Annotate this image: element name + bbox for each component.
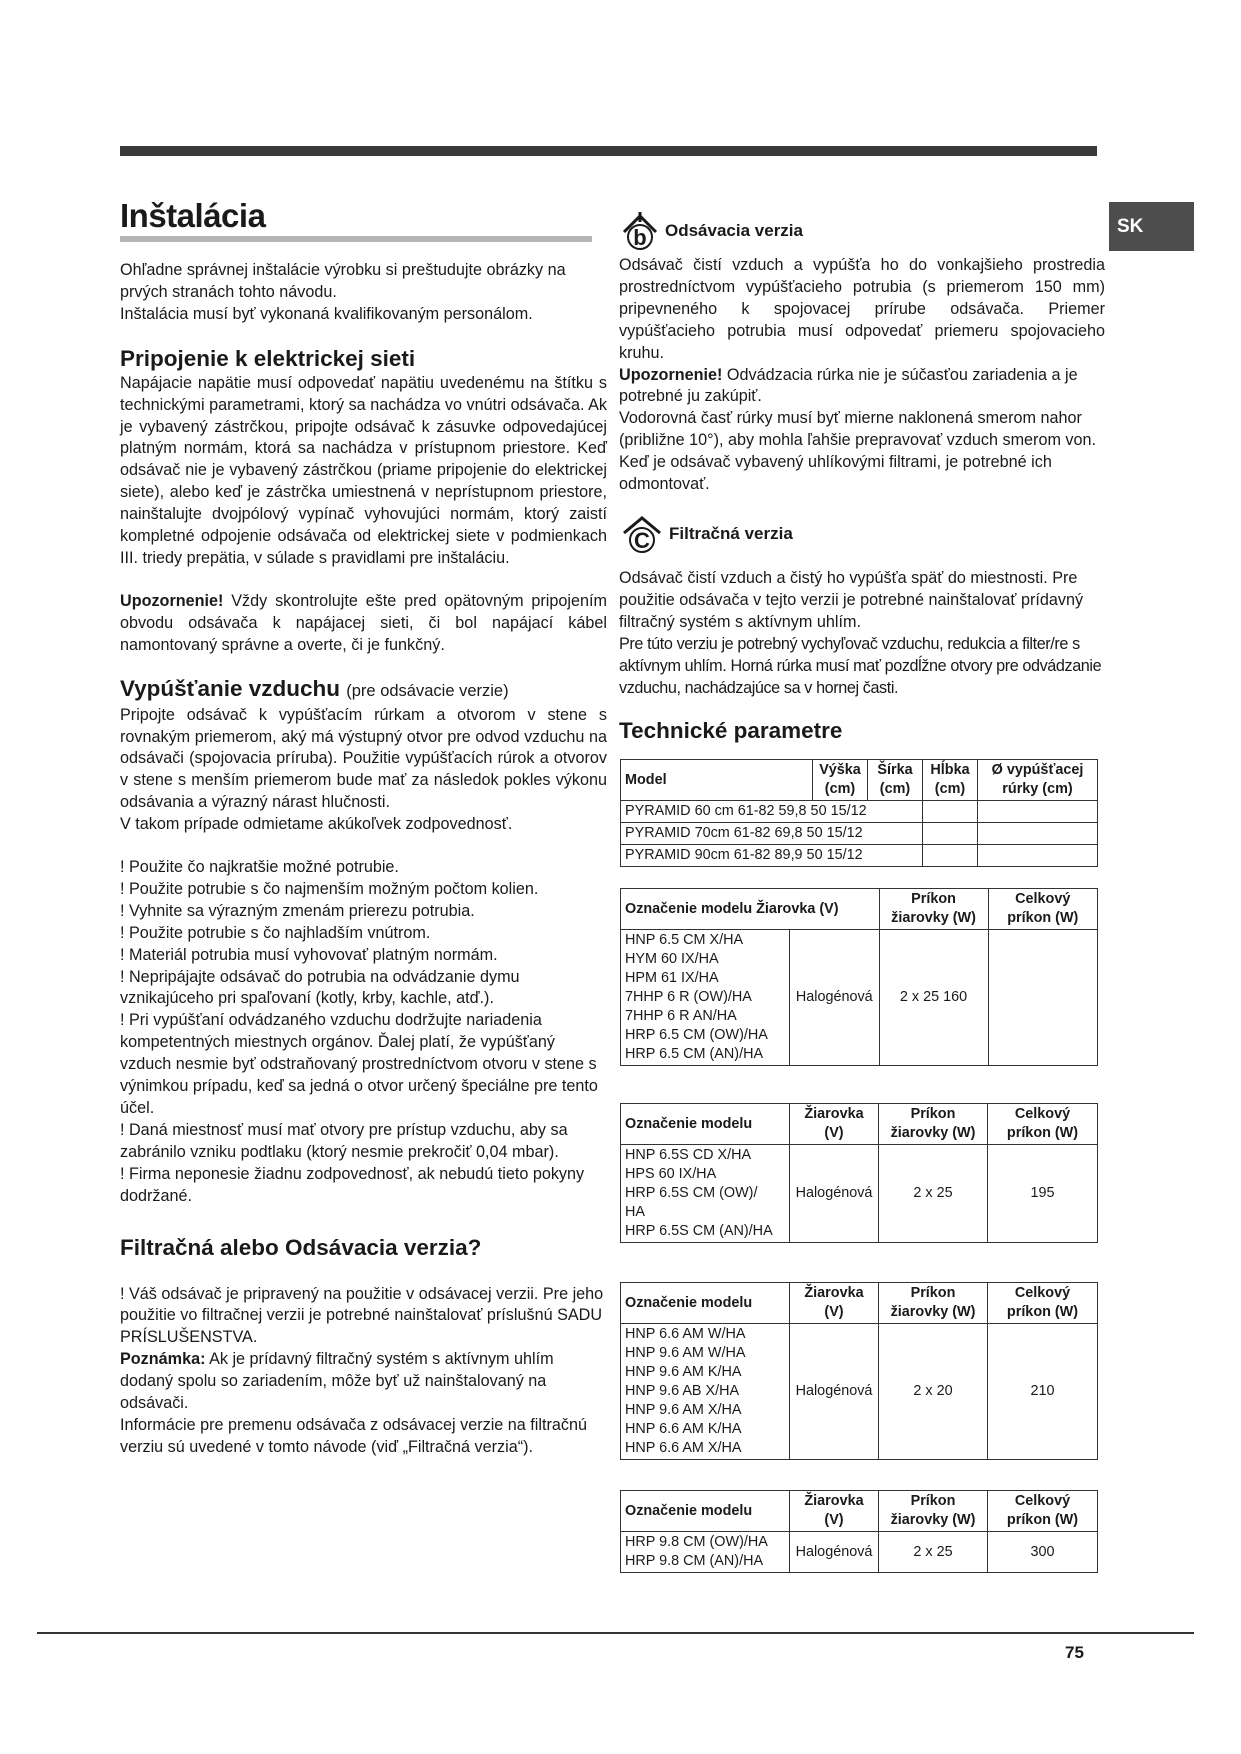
exhaust-version-body-2: Vodorovná časť rúrky musí byť mierne naklonená smerom nahor (približne 10°), aby mohla ľahšie prepravovať vzduch smerom von. Keď je odsávač vybavený uhlíkovými filtrami, je potrebné ich odmontovať. [619, 409, 1097, 494]
model-name: HRP 9.8 CM (OW)/HA [625, 1534, 768, 1550]
lamp4-header-model: Označenie modelu [621, 1491, 790, 1532]
electric-warning-label: Upozornenie! [120, 591, 224, 610]
model-name: HRP 6.5S CM (AN)/HA [625, 1223, 773, 1239]
model-name: HRP 6.5 CM (OW)/HA [625, 1027, 768, 1043]
lamp3-power: 2 x 20 [879, 1324, 988, 1460]
lamp1-total [988, 930, 1097, 1066]
exhaust-version-warning-label: Upozornenie! [619, 365, 723, 384]
lamp1-bulb: Halogénová [790, 930, 880, 1066]
lamp-table-4 [620, 1490, 1098, 1573]
version-heading: Filtračná alebo Odsávacia verzia? [120, 1234, 482, 1260]
lamp-table-1 [620, 888, 1098, 1066]
model-name: 7HHP 6 R AN/HA [625, 1008, 737, 1024]
model-name: HNP 9.6 AM X/HA [625, 1402, 742, 1418]
tech-header-duct: Ø vypúšťacej rúrky (cm) [978, 760, 1098, 801]
intro-paragraph-2: Inštalácia musí byť vykonaná kvalifikovaným personálom. [120, 304, 533, 323]
exhaust-heading-main: Vypúšťanie vzduchu [120, 675, 340, 701]
lamp2-total: 195 [988, 1145, 1098, 1243]
filter-version-header [619, 513, 1105, 555]
lamp3-header-bulb: Žiarovka (V) [790, 1283, 879, 1324]
lamp4-power: 2 x 25 [879, 1532, 988, 1573]
lamp-table-2 [620, 1103, 1098, 1243]
lamp3-header-model: Označenie modelu [621, 1283, 790, 1324]
version-note [120, 1349, 607, 1415]
electric-heading: Pripojenie k elektrickej sieti [120, 345, 416, 371]
exhaust-version-title: Odsávacia verzia [665, 221, 803, 241]
model-name: HNP 9.6 AB X/HA [625, 1383, 740, 1399]
model-name: HNP 6.6 AM K/HA [625, 1421, 742, 1437]
lamp1-power: 2 x 25 160 [879, 930, 988, 1066]
model-name: HNP 6.5 CM X/HA [625, 932, 744, 948]
tech-header-depth: Hĺbka (cm) [923, 760, 978, 801]
model-name: HA [625, 1204, 645, 1220]
model-name: HRP 6.5S CM (OW)/ [625, 1185, 758, 1201]
exhaust-version-icon [619, 210, 661, 252]
exhaust-bullet-list [120, 857, 607, 1208]
lamp2-header-power: Príkon žiarovky (W) [879, 1104, 988, 1145]
left-column [120, 198, 607, 1459]
model-name: 7HHP 6 R (OW)/HA [625, 989, 752, 1005]
title-underline [120, 236, 592, 242]
model-name: HPS 60 IX/HA [625, 1166, 717, 1182]
model-name: HYM 60 IX/HA [625, 951, 719, 967]
model-name: HNP 6.6 AM W/HA [625, 1326, 746, 1342]
table-row [621, 1324, 1098, 1460]
exhaust-version-warning-text: Odvádzacia rúrka nie je súčasťou zariadenia a je potrebné ju zakúpiť. [619, 365, 1078, 406]
table-row [621, 823, 1098, 845]
lamp3-bulb: Halogénová [790, 1324, 879, 1460]
lamp4-bulb: Halogénová [790, 1532, 879, 1573]
version-paragraph-1: ! Váš odsávač je pripravený na použitie v odsávacej verzii. Pre jeho použitie vo filtračnej verzii je potrebné nainštalovať príslušnú SADU PRÍSLUŠENSTVA. [120, 1284, 604, 1347]
exhaust-version-warning [619, 365, 1105, 409]
list-item: ! Pri vypúšťaní odvádzaného vzduchu dodržujte nariadenia kompetentných miestnych orgánov. Ďalej platí, že vypúšťaný vzduch nesmie byť odstraňovaný prostredníctvom otvoru v stene s výnimkou prípadu, keď sa jedná o otvor určený špeciálne pre tento účel. [120, 1011, 598, 1117]
page-title: Inštalácia [120, 197, 266, 234]
lamp2-header-bulb: Žiarovka (V) [790, 1104, 879, 1145]
lamp3-header-power: Príkon žiarovky (W) [879, 1283, 988, 1324]
model-name: HRP 6.5 CM (AN)/HA [625, 1046, 764, 1062]
list-item: ! Nepripájajte odsávač do potrubia na odvádzanie dymu vznikajúceho pri spaľovaní (kotly, krby, kachle, atď.). [120, 967, 520, 1008]
right-column [619, 210, 1105, 745]
tech-row-text: PYRAMID 70cm 61-82 69,8 50 15/12 [621, 823, 923, 845]
lamp1-models [621, 930, 790, 1066]
list-item: ! Použite potrubie s čo najmenším možným počtom kolien. [120, 879, 539, 898]
tech-table [620, 759, 1098, 867]
lamp1-header-power: Príkon žiarovky (W) [879, 889, 988, 930]
filter-version-body-2: Pre túto verziu je potrebný vychyľovač vzduchu, redukcia a filter/re s aktívnym uhlím. Horná rúrka musí mať pozdĺžne otvory pre odvádzanie vzduchu, nachádzajúce sa v hornej časti. [619, 634, 1102, 697]
exhaust-disclaimer: V takom prípade odmietame akúkoľvek zodpovednosť. [120, 815, 513, 834]
electric-body: Napájacie napätie musí odpovedať napätiu uvedenému na štítku s technickými parametrami, ktorý sa nachádza vo vnútri odsávača. Ak je vybavený zástrčkou, pripojte odsávač k zásuvke odpovedajúcej platným normám, ktorá sa nachádza v prístupnom priestore. Keď odsávač nie je vybavený zástrčkou (priame pripojenie do elektrickej siete), alebo keď je zástrčka umiestnená v neprístupnom priestore, nainštalujte dvojpólový vypínač vyhovujúci normám, ktorý zaistí kompletné odpojenie odsávača od elektrickej siete v podmienkach III. triedy prepätia, v súlade s pravidlami pre inštaláciu. [120, 373, 607, 567]
electric-warning-text: Vždy skontrolujte ešte pred opätovným pripojením obvodu odsávača k napájacej sieti, či bol napájací kábel namontovaný správne a overte, či je funkčný. [120, 591, 607, 654]
lamp4-total: 300 [988, 1532, 1098, 1573]
tech-heading: Technické parametre [619, 718, 843, 744]
tech-header-width: Šírka (cm) [868, 760, 923, 801]
exhaust-icon-letter: b [633, 225, 647, 250]
version-note-text: Ak je prídavný filtračný systém s aktívnym uhlím dodaný spolu so zariadením, môže byť už nainštalovaný na odsávači. [120, 1350, 554, 1413]
model-name: HNP 6.6 AM X/HA [625, 1440, 742, 1456]
table-row [621, 1145, 1098, 1243]
list-item: ! Vyhnite sa výrazným zmenám prierezu potrubia. [120, 901, 475, 920]
page-number: 75 [1065, 1643, 1084, 1662]
lamp2-models [621, 1145, 790, 1243]
exhaust-body: Pripojte odsávač k vypúšťacím rúrkam a otvorom v stene s rovnakým priemerom, aký má výstupný otvor pre odvod vzduchu na odsávači (spojovacia príruba). Použitie vypúšťacích rúrok a otvorov v stene s menším priemerom bude mať za následok pokles výkonu odsávania a výrazný nárast hlučnosti. [120, 705, 607, 812]
tech-row-text: PYRAMID 60 cm 61-82 59,8 50 15/12 [621, 801, 923, 823]
intro-paragraph-1: Ohľadne správnej inštalácie výrobku si preštudujte obrázky na prvých stranách tohto návodu. [120, 261, 566, 301]
lamp2-header-model: Označenie modelu [621, 1104, 790, 1145]
model-name: HNP 6.5S CD X/HA [625, 1147, 752, 1163]
lamp3-total: 210 [988, 1324, 1098, 1460]
model-name: HRP 9.8 CM (AN)/HA [625, 1553, 764, 1569]
filter-icon-letter: C [634, 527, 650, 553]
model-name: HNP 9.6 AM W/HA [625, 1345, 746, 1361]
model-name: HPM 61 IX/HA [625, 970, 719, 986]
lamp1-header-total: Celkový príkon (W) [988, 889, 1097, 930]
exhaust-heading [120, 675, 607, 705]
lamp4-header-bulb: Žiarovka (V) [790, 1491, 879, 1532]
language-tab: SK [1109, 202, 1194, 251]
list-item: ! Použite čo najkratšie možné potrubie. [120, 858, 399, 877]
filter-version-body: Odsávač čistí vzduch a čistý ho vypúšťa späť do miestnosti. Pre použitie odsávača v tejto verzii je potrebné nainštalovať prídavný filtračný systém s aktívnym uhlím. [619, 568, 1084, 631]
lamp4-models [621, 1532, 790, 1573]
lamp3-header-total: Celkový príkon (W) [988, 1283, 1098, 1324]
exhaust-heading-sub: (pre odsávacie verzie) [346, 681, 509, 700]
lamp3-models [621, 1324, 790, 1460]
table-row [621, 801, 1098, 823]
exhaust-version-body: Odsávač čistí vzduch a vypúšťa ho do vonkajšieho prostredia prostredníctvom vypúšťacieho potrubia (s priemerom 150 mm) pripevneného k spojovacej prírube odsávača. Priemer vypúšťacieho potrubia musí odpovedať priemeru spojovacieho kruhu. [619, 256, 1105, 362]
model-name: HNP 9.6 AM K/HA [625, 1364, 742, 1380]
lamp-table-3 [620, 1282, 1098, 1460]
version-paragraph-3: Informácie pre premenu odsávača z odsávacej verzie na filtračnú verziu sú uvedené v tomto návode (viď „Filtračná verzia“). [120, 1415, 587, 1456]
lamp2-power: 2 x 25 [879, 1145, 988, 1243]
lamp4-header-total: Celkový príkon (W) [988, 1491, 1098, 1532]
lamp2-header-total: Celkový príkon (W) [988, 1104, 1098, 1145]
list-item: ! Materiál potrubia musí vyhovovať platným normám. [120, 945, 498, 964]
tech-row-text: PYRAMID 90cm 61-82 89,9 50 15/12 [621, 845, 923, 867]
tech-header-model: Model [621, 760, 813, 801]
lamp2-bulb: Halogénová [790, 1145, 879, 1243]
top-rule [120, 146, 1097, 156]
list-item: ! Daná miestnosť musí mať otvory pre prístup vzduchu, aby sa zabránilo vzniku podtlaku (ktorý nesmie prekročiť 0,04 mbar). [120, 1120, 568, 1161]
bottom-rule [37, 1632, 1194, 1634]
lamp1-header-model: Označenie modelu Žiarovka (V) [621, 889, 880, 930]
list-item: ! Použite potrubie s čo najhladším vnútrom. [120, 923, 431, 942]
filter-version-title: Filtračná verzia [669, 524, 793, 544]
lamp4-header-power: Príkon žiarovky (W) [879, 1491, 988, 1532]
exhaust-version-header [619, 210, 1105, 252]
list-item: ! Firma neponesie žiadnu zodpovednosť, ak nebudú tieto pokyny dodržané. [120, 1164, 585, 1205]
filter-version-icon [619, 513, 665, 555]
table-row [621, 930, 1098, 1066]
table-row [621, 845, 1098, 867]
version-note-label: Poznámka: [120, 1350, 206, 1369]
tech-header-height: Výška (cm) [813, 760, 868, 801]
electric-warning [120, 591, 607, 657]
table-row [621, 1532, 1098, 1573]
